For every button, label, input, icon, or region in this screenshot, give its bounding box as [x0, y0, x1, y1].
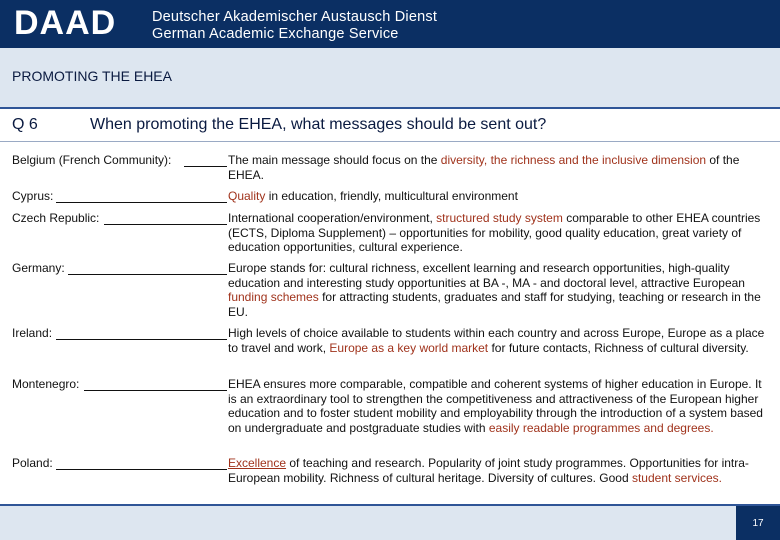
title-divider: [0, 107, 780, 109]
header-bar: [0, 0, 780, 48]
country-label: Germany:: [12, 261, 65, 275]
country-label: Cyprus:: [12, 189, 54, 203]
answer-segment: for attracting students, graduates and staff for studying, teaching or research in the EU.: [228, 290, 761, 319]
leader-line: [184, 166, 227, 167]
question-label: Q 6: [12, 116, 38, 133]
highlighted-phrase: Europe as a key world market: [329, 340, 489, 355]
response-text: [228, 261, 773, 319]
answer-segment: of the EHEA.: [228, 153, 740, 182]
answer-segment: EHEA ensures more comparable, compatible and coherent systems of higher education in Europe. It is an extraordinary tool to strengthen the competitiveness and attractiveness of the European higher education and to foster student mobility and employability through the introduction of a system based on undergraduate and postgraduate studies with: [228, 377, 763, 435]
leader-line: [56, 202, 227, 203]
highlighted-phrase: easily readable programmes and degrees.: [488, 420, 714, 435]
org-name-german: Deutscher Akademischer Austausch Dienst: [152, 9, 438, 25]
response-text: [228, 377, 773, 435]
leader-line: [104, 224, 227, 225]
highlighted-phrase: student services.: [631, 470, 723, 485]
answer-segment: Europe stands for: cultural richness, excellent learning and research opportunities, high-quality education and interesting study opportunities at BA -, MA - and doctoral level, attractive European: [228, 261, 745, 290]
org-name-english: German Academic Exchange Service: [152, 26, 399, 42]
response-text: [228, 153, 773, 182]
country-label: Ireland:: [12, 326, 53, 340]
daad-logo: DAAD: [14, 4, 117, 42]
country-label: Montenegro:: [12, 377, 80, 391]
question-divider: [0, 141, 780, 142]
question-text: When promoting the EHEA, what messages should be sent out?: [90, 116, 547, 133]
answer-segment: of teaching and research. Popularity of joint study programmes. Opportunities for intra-European mobility. Richness of cultural heritage. Diversity of cultures. Good: [228, 456, 749, 485]
answer-segment: for future contacts, Richness of cultural diversity.: [488, 340, 749, 355]
country-label: Poland:: [12, 456, 53, 470]
highlighted-phrase: Quality: [228, 189, 266, 203]
answer-segment: in education, friendly, multicultural environment: [265, 189, 518, 203]
leader-line: [56, 469, 227, 470]
response-text: [228, 211, 773, 255]
leader-line: [68, 274, 227, 275]
response-text: [228, 456, 773, 485]
highlighted-phrase: diversity, the richness and the inclusive dimension: [440, 153, 707, 167]
page-number: 17: [736, 506, 780, 540]
footer-band: [0, 506, 780, 540]
response-text: [228, 189, 773, 204]
response-text: [228, 326, 773, 355]
highlighted-phrase: Excellence: [228, 456, 287, 470]
leader-line: [56, 339, 227, 340]
answer-segment: International cooperation/environment,: [228, 211, 437, 225]
answer-segment: comparable to other EHEA countries (ECTS, Diploma Supplement) – opportunities for mobility, good quality education, great variety of education opportunities, cultural experience.: [228, 211, 761, 254]
country-label: Czech Republic:: [12, 211, 100, 225]
answer-segment: High levels of choice available to students within each country and across Europe, Europe as a place to travel and work,: [228, 326, 765, 355]
highlighted-phrase: structured study system: [436, 211, 563, 225]
highlighted-phrase: funding schemes: [228, 290, 319, 304]
leader-line: [84, 390, 227, 391]
country-label: Belgium (French Community):: [12, 153, 172, 167]
section-title: PROMOTING THE EHEA: [12, 68, 172, 84]
answer-segment: The main message should focus on the: [228, 153, 441, 167]
